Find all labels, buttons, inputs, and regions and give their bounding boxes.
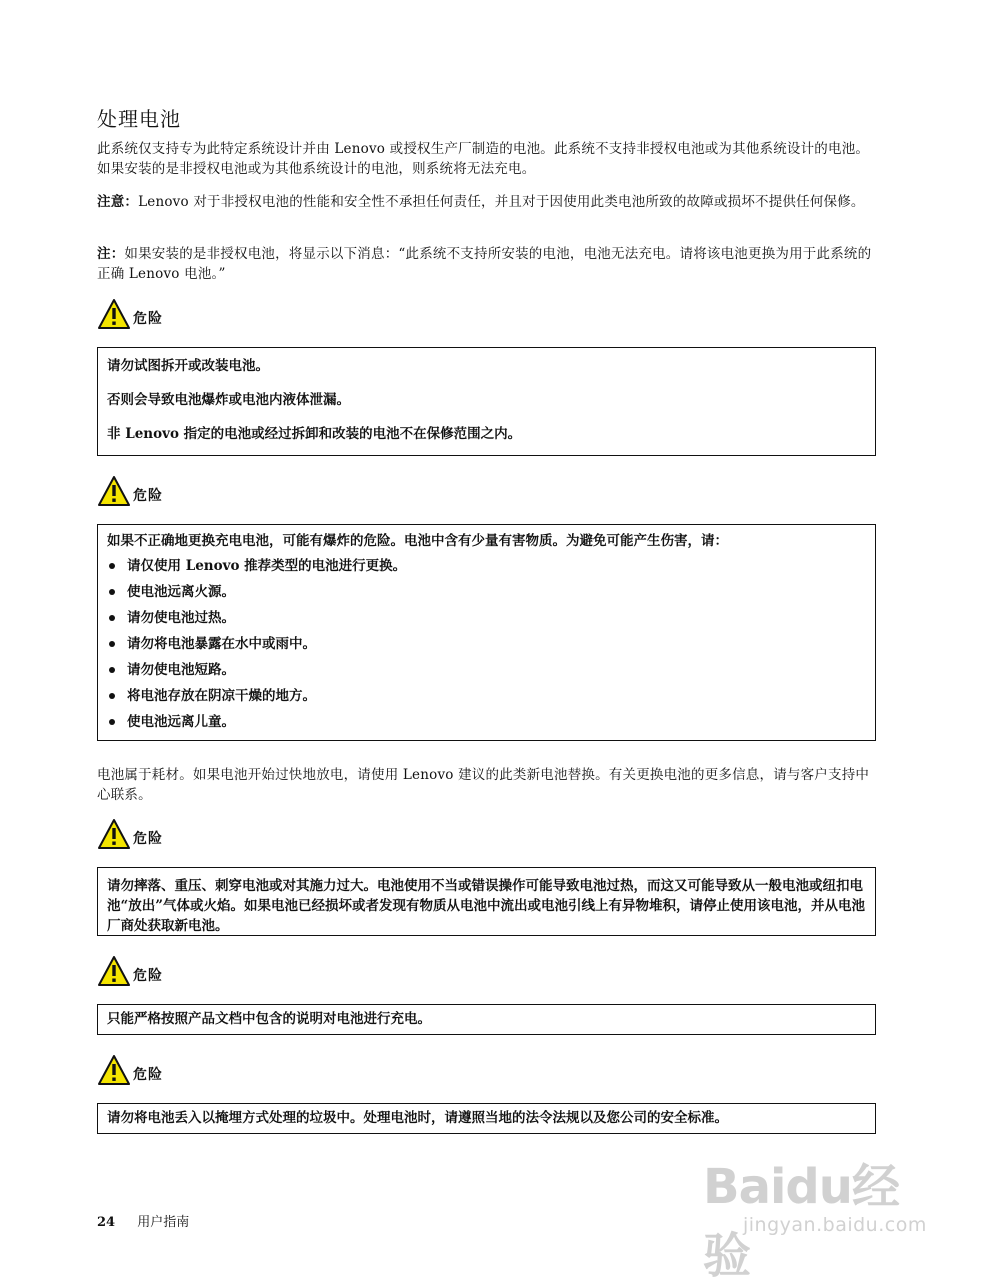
danger-box-5 — [97, 1103, 876, 1134]
danger-1-line-3: 非 Lenovo 指定的电池或经过拆卸和改装的电池不在保修范围之内。 — [107, 426, 522, 442]
page-title: 处理电池 — [97, 107, 181, 131]
list-item: 请勿使电池短路。 — [107, 657, 866, 683]
attention-paragraph — [97, 192, 876, 212]
page-number: 24 — [97, 1215, 116, 1230]
warning-triangle-icon — [97, 1054, 131, 1086]
intro-paragraph: 此系统仅支持专为此特定系统设计并由 Lenovo 或授权生产厂制造的电池。此系统不支持非授权电池或为其他系统设计的电池。如果安装的是非授权电池或为其他系统设计的电池，则系统将无法充电。 — [97, 141, 870, 177]
danger-label: 危险 — [133, 488, 163, 504]
danger-1-line-2: 否则会导致电池爆炸或电池内液体泄漏。 — [107, 392, 350, 408]
danger-heading-4 — [97, 955, 163, 987]
watermark-url: jingyan.baidu.com — [743, 1214, 927, 1236]
consumable-paragraph: 电池属于耗材。如果电池开始过快地放电，请使用 Lenovo 建议的此类新电池替换。有关更换电池的更多信息，请与客户支持中心联系。 — [97, 767, 870, 803]
note-label: 注： — [97, 246, 125, 262]
danger-box-4 — [97, 1004, 876, 1035]
danger-4-text: 只能严格按照产品文档中包含的说明对电池进行充电。 — [107, 1011, 431, 1027]
bullet — [109, 667, 115, 673]
bullet — [109, 615, 115, 621]
list-item: 使电池远离儿童。 — [107, 709, 866, 735]
list-item: 使电池远离火源。 — [107, 579, 866, 605]
bullet — [109, 641, 115, 647]
attention-text: Lenovo 对于非授权电池的性能和安全性不承担任何责任，并且对于因使用此类电池所致的故障或损坏不提供任何保修。 — [138, 194, 865, 210]
danger-label: 危险 — [133, 1067, 163, 1083]
danger-box-2 — [97, 524, 876, 741]
danger-heading-1 — [97, 298, 163, 330]
danger-2-list — [107, 553, 866, 735]
warning-triangle-icon — [97, 298, 131, 330]
attention-label: 注意： — [97, 194, 139, 210]
danger-label: 危险 — [133, 831, 163, 847]
danger-1-line-1: 请勿试图拆开或改装电池。 — [107, 358, 269, 374]
danger-heading-5 — [97, 1054, 163, 1086]
list-item: 请仅使用 Lenovo 推荐类型的电池进行更换。 — [107, 553, 866, 579]
danger-2-intro: 如果不正确地更换充电电池，可能有爆炸的危险。电池中含有少量有害物质。为避免可能产生伤害，请： — [107, 533, 728, 549]
bullet — [109, 719, 115, 725]
warning-triangle-icon — [97, 818, 131, 850]
list-item: 请勿使电池过热。 — [107, 605, 866, 631]
note-text: 如果安装的是非授权电池，将显示以下消息：“此系统不支持所安装的电池，电池无法充电。请将该电池更换为用于此系统的正确 Lenovo 电池。” — [97, 246, 872, 282]
bullet — [109, 589, 115, 595]
danger-box-3 — [97, 867, 876, 936]
danger-5-text: 请勿将电池丢入以掩埋方式处理的垃圾中。处理电池时，请遵照当地的法令法规以及您公司的安全标准。 — [107, 1110, 728, 1126]
danger-box-1 — [97, 347, 876, 456]
danger-3-text: 请勿摔落、重压、刺穿电池或对其施力过大。电池使用不当或错误操作可能导致电池过热，而这又可能导致从一般电池或纽扣电池“放出”气体或火焰。如果电池已经损坏或者发现有物质从电池中流出或电池引线上有异物堆积，请停止使用该电池，并从电池厂商处获取新电池。 — [107, 878, 866, 934]
note-paragraph — [97, 244, 876, 284]
bullet — [109, 693, 115, 699]
page-footer — [97, 1211, 189, 1230]
warning-triangle-icon — [97, 955, 131, 987]
bullet — [109, 563, 115, 569]
danger-heading-3 — [97, 818, 163, 850]
watermark — [703, 1148, 943, 1284]
danger-label: 危险 — [133, 311, 163, 327]
footer-doc-title: 用户指南 — [137, 1215, 190, 1230]
list-item: 请勿将电池暴露在水中或雨中。 — [107, 631, 866, 657]
list-item: 将电池存放在阴凉干燥的地方。 — [107, 683, 866, 709]
watermark-brand: Baidu经验 — [703, 1159, 899, 1284]
danger-label: 危险 — [133, 968, 163, 984]
danger-heading-2 — [97, 475, 163, 507]
warning-triangle-icon — [97, 475, 131, 507]
